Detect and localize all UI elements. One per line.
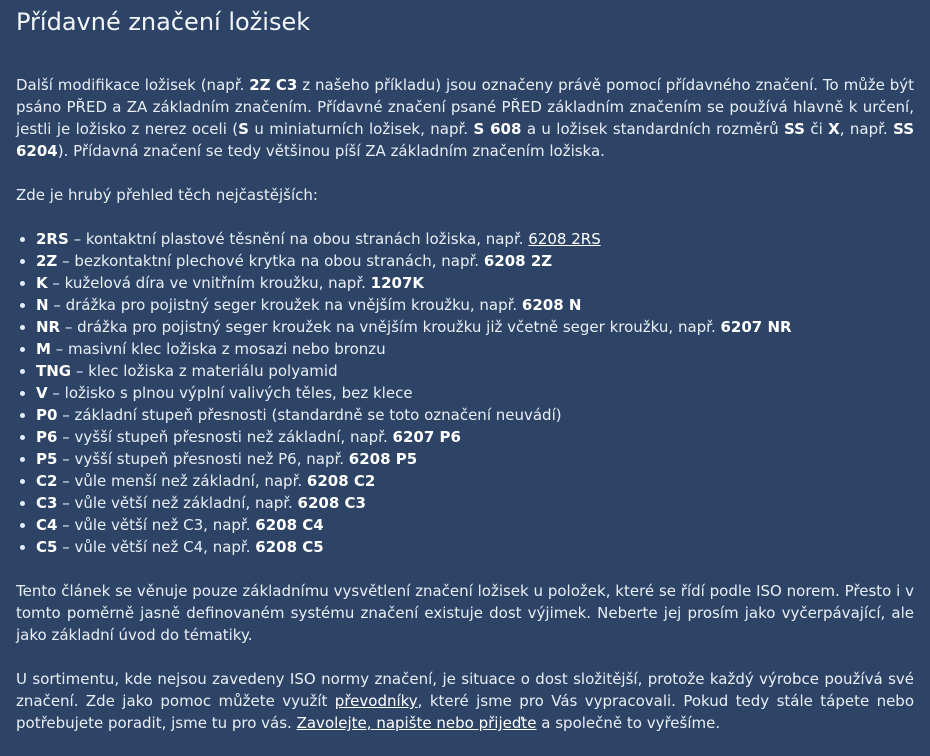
contact-link[interactable]: Zavolejte, napište nebo přijeďte <box>296 714 537 732</box>
item-example: 6208 C4 <box>255 516 324 534</box>
intro-text: a u ložisek standardních rozměrů <box>521 120 784 138</box>
list-item <box>36 492 914 514</box>
list-item <box>36 382 914 404</box>
item-example: 6207 NR <box>720 318 792 336</box>
item-code: C4 <box>36 516 58 534</box>
item-desc: – základní stupeň přesnosti (standardně se toto označení neuvádí) <box>57 406 562 424</box>
closing-text: a společně to vyřešíme. <box>536 714 721 732</box>
list-item <box>36 514 914 536</box>
item-code: TNG <box>36 362 72 380</box>
item-desc: – vyšší stupeň přesnosti než základní, např. <box>57 428 393 446</box>
list-item <box>36 360 914 382</box>
list-item <box>36 272 914 294</box>
list-item <box>36 426 914 448</box>
suffix-list <box>16 228 914 558</box>
item-code: C5 <box>36 538 58 556</box>
list-item <box>36 338 914 360</box>
example-link-6208-2rs[interactable]: 6208 2RS <box>528 230 601 248</box>
intro-code: S 608 <box>473 120 522 138</box>
item-code: V <box>36 384 48 402</box>
item-desc: – vůle větší než C3, např. <box>57 516 256 534</box>
item-example: 6208 C2 <box>306 472 376 490</box>
intro-code: SS 6204 <box>16 120 914 160</box>
item-example: 1207K <box>370 274 425 292</box>
item-desc: – ložisko s plnou výplní valivých těles, bez klece <box>47 384 413 402</box>
converters-link[interactable]: převodníky <box>334 692 418 710</box>
item-desc: – bezkontaktní plechové krytka na obou stranách, např. <box>57 252 484 270</box>
list-item <box>36 250 914 272</box>
item-desc: – masivní klec ložiska z mosazi nebo bronzu <box>50 340 386 358</box>
item-desc: – vyšší stupeň přesnosti než P6, např. <box>57 450 349 468</box>
item-code: C2 <box>36 472 58 490</box>
intro-text: u miniaturních ložisek, např. <box>248 120 474 138</box>
intro-text: , např. <box>839 120 894 138</box>
closing-text: U sortimentu, kde nejsou zavedeny ISO normy značení, je situace o dost složitější, protože každý výrobce používá své značení. Zde jako pomoc můžete využít <box>16 670 914 710</box>
closing-text: , které jsme pro Vás vypracovali. Pokud tedy stále tápete nebo potřebujete poradit, jsme tu pro vás. <box>16 692 914 732</box>
item-example: 6207 P6 <box>392 428 461 446</box>
item-code: C3 <box>36 494 58 512</box>
list-item <box>36 448 914 470</box>
list-item <box>36 316 914 338</box>
note-paragraph: Tento článek se věnuje pouze základnímu vysvětlení značení ložisek u položek, které se řídí podle ISO norem. Přesto i v tomto poměrně jasně definovaném systému značení existuje dost výjimek. Neberte jej prosím jako vyčerpávající, ale jako základní úvod do tématiky. <box>16 582 914 644</box>
item-desc: – klec ložiska z materiálu polyamid <box>71 362 338 380</box>
intro-code: 2Z C3 <box>249 76 298 94</box>
list-item <box>36 470 914 492</box>
item-example: 6208 N <box>521 296 582 314</box>
item-code: M <box>36 340 51 358</box>
intro-code: S <box>238 120 249 138</box>
item-example: 6208 P5 <box>348 450 418 468</box>
intro-code: SS <box>783 120 805 138</box>
overview-heading: Zde je hrubý přehled těch nejčastějších: <box>16 186 318 204</box>
page-title: Přídavné značení ložisek <box>16 8 311 36</box>
item-desc: – vůle menší než základní, např. <box>57 472 307 490</box>
list-item <box>36 228 914 250</box>
intro-text: ). Přídavná značení se tedy většinou píší ZA základním značením ložiska. <box>57 142 605 160</box>
item-example: 6208 C3 <box>297 494 366 512</box>
item-desc: – vůle větší než C4, např. <box>57 538 256 556</box>
intro-text: Další modifikace ložisek (např. <box>16 76 250 94</box>
item-desc: – drážka pro pojistný seger kroužek na vnějším kroužku, např. <box>48 296 522 314</box>
intro-text: či <box>804 120 829 138</box>
item-code: P5 <box>36 450 58 468</box>
item-desc: – vůle větší než základní, např. <box>57 494 298 512</box>
item-code: K <box>36 274 48 292</box>
item-desc: – kuželová díra ve vnitřním kroužku, např. <box>47 274 371 292</box>
intro-code: X <box>828 120 840 138</box>
item-code: 2Z <box>36 252 58 270</box>
item-code: N <box>36 296 49 314</box>
list-item <box>36 294 914 316</box>
list-item <box>36 536 914 558</box>
item-example: 6208 C5 <box>255 538 324 556</box>
item-code: NR <box>36 318 61 336</box>
item-desc: – drážka pro pojistný seger kroužek na vnějším kroužku již včetně seger kroužku, např. <box>60 318 721 336</box>
item-code: P6 <box>36 428 58 446</box>
list-item <box>36 404 914 426</box>
item-example: 6208 2Z <box>483 252 553 270</box>
intro-text: z našeho příkladu) jsou označeny právě pomocí přídavného značení. To může být psáno PŘED a ZA základním značením. Přídavné značení psané PŘED základním značením se používá hlavně k určení, jestli je ložisko z nerez oceli ( <box>16 76 914 138</box>
closing-paragraph <box>16 668 914 734</box>
item-desc: – kontaktní plastové těsnění na obou stranách ložiska, např. <box>68 230 529 248</box>
intro-paragraph <box>16 74 914 162</box>
item-code: 2RS <box>36 230 69 248</box>
item-code: P0 <box>36 406 58 424</box>
